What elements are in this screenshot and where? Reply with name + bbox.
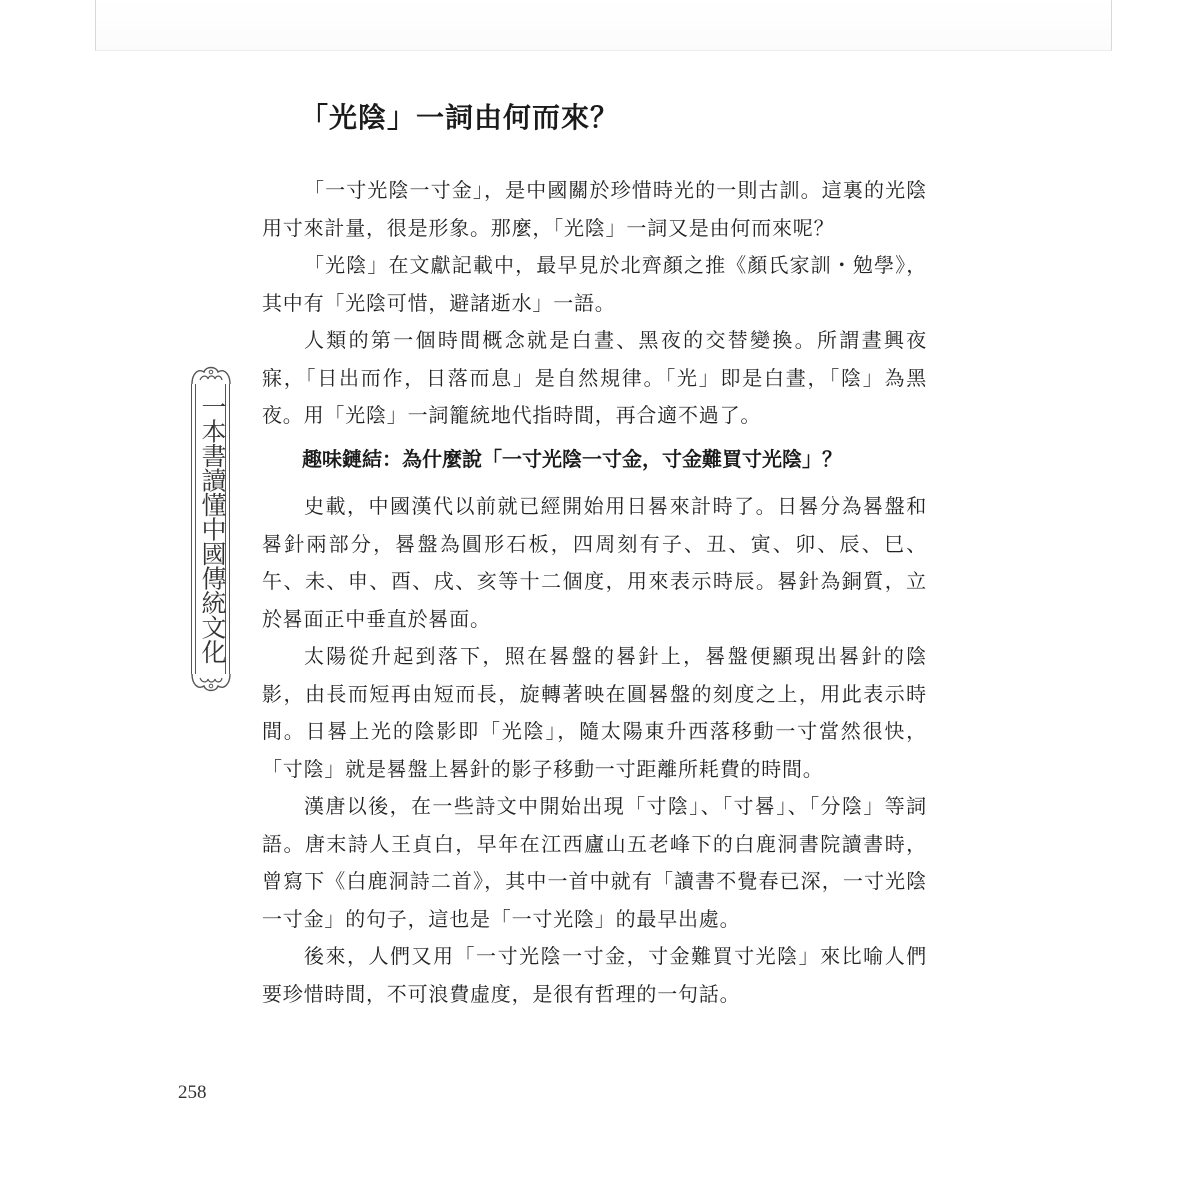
paragraph: 漢唐以後，在一些詩文中開始出現「寸陰」、「寸晷」、「分陰」等詞語。唐末詩人王貞白，早年在江西廬山五老峰下的白鹿洞書院讀書時，曾寫下《白鹿洞詩二首》，其中一首中就有「讀書不覺春已深，一寸光陰一寸金」的句子，這也是「一寸光陰」的最早出處。 [262, 794, 927, 931]
paragraph: 人類的第一個時間概念就是白晝、黑夜的交替變換。所謂晝興夜寐，「日出而作，日落而息」是自然規律。「光」即是白晝，「陰」為黑夜。用「光陰」一詞籠統地代指時間，再合適不過了。 [262, 328, 927, 427]
running-title: 一本書讀懂中國傳統文化 [198, 394, 227, 664]
running-title-box [188, 364, 234, 694]
body-section-detail [262, 488, 927, 1013]
cloud-ornament-icon [188, 672, 234, 694]
page-number: 258 [178, 1082, 207, 1103]
body-section-intro [262, 172, 927, 435]
paragraph: 「光陰」在文獻記載中，最早見於北齊顏之推《顏氏家訓・勉學》，其中有「光陰可惜，避諸逝水」一語。 [262, 253, 927, 315]
paragraph: 「一寸光陰一寸金」，是中國關於珍惜時光的一則古訓。這裏的光陰用寸來計量，很是形象。那麼，「光陰」一詞又是由何而來呢？ [262, 178, 927, 240]
cloud-ornament-icon [188, 364, 234, 386]
frame-rule [229, 384, 230, 674]
section-subheading: 趣味鏈結：為什麼說「一寸光陰一寸金，寸金難買寸光陰」？ [302, 447, 842, 471]
paragraph: 史載，中國漢代以前就已經開始用日晷來計時了。日晷分為晷盤和晷針兩部分，晷盤為圓形石板，四周刻有子、丑、寅、卯、辰、巳、午、未、申、酉、戌、亥等十二個度，用來表示時辰。晷針為銅質，立於晷面正中垂直於晷面。 [262, 494, 927, 631]
frame-rule [191, 384, 192, 674]
page-title: 「光陰」一詞由何而來？ [300, 101, 620, 134]
page-top-frame [95, 0, 1112, 51]
paragraph: 後來，人們又用「一寸光陰一寸金，寸金難買寸光陰」來比喻人們要珍惜時間，不可浪費虛度，是很有哲理的一句話。 [262, 944, 927, 1006]
paragraph: 太陽從升起到落下，照在晷盤的晷針上，晷盤便顯現出晷針的陰影，由長而短再由短而長，旋轉著映在圓晷盤的刻度之上，用此表示時間。日晷上光的陰影即「光陰」，隨太陽東升西落移動一寸當然很快，「寸陰」就是晷盤上晷針的影子移動一寸距離所耗費的時間。 [262, 644, 927, 781]
